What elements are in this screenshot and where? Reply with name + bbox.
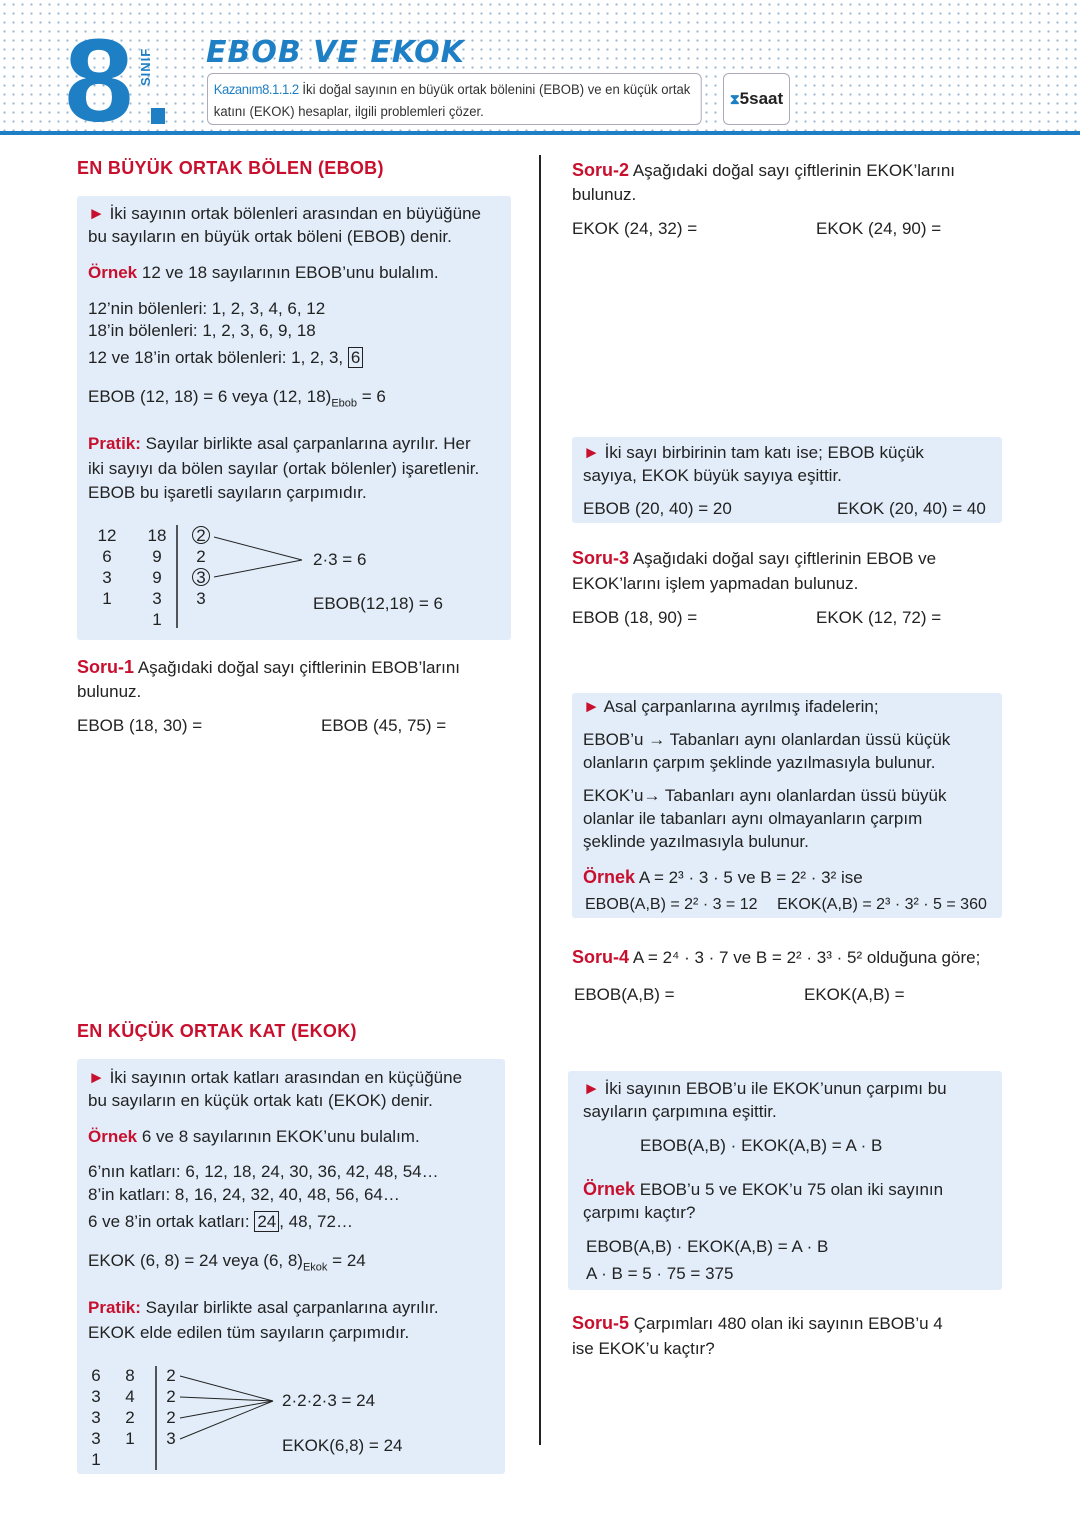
ekok-line-2: 8’in katları: 8, 16, 24, 32, 40, 48, 56, 64…: [88, 1185, 400, 1204]
ekok-answer-box: 24: [254, 1211, 279, 1232]
note-2-ekok-2: olanlar ile tabanları aynı olmayanların çarpım: [583, 809, 923, 828]
ekok-pratik-1: Sayılar birlikte asal çarpanlarına ayrılır.: [145, 1298, 439, 1317]
cell: 1: [152, 610, 162, 629]
cell: 3: [166, 1429, 176, 1448]
soru-4-label: Soru-4: [572, 947, 630, 967]
soru-5-text-2: ise EKOK’u kaçtır?: [572, 1339, 715, 1358]
grade-number: 8: [64, 15, 130, 147]
ekok-line-1: 6’nın katları: 6, 12, 18, 24, 30, 36, 42, 48, 54…: [88, 1162, 439, 1181]
ornek-label: Örnek: [88, 263, 138, 282]
note-1-ekok: EKOK (20, 40) = 40: [837, 499, 986, 518]
ebob-heading: EN BÜYÜK ORTAK BÖLEN (EBOB): [77, 158, 384, 178]
soru-3-label: Soru-3: [572, 548, 630, 568]
ornek-label: Örnek: [583, 867, 636, 887]
note-2-ebob-1: EBOB’u → Tabanları aynı olanlardan üssü küçük: [583, 730, 951, 749]
ekok-product: 2·2·2·3 = 24: [282, 1391, 376, 1410]
ebob-result-2: = 6: [361, 387, 386, 406]
soru-1-q2: EBOB (45, 75) =: [321, 716, 447, 735]
cell: 9: [152, 547, 162, 566]
ebob-sub: Ebob: [331, 397, 358, 410]
grade-label: SINIF: [138, 47, 153, 86]
cell: 3: [152, 589, 162, 608]
soru-1-text: Aşağıdaki doğal sayı çiftlerinin EBOB’larını: [137, 658, 461, 677]
soru-1-text-2: bulunuz.: [77, 682, 142, 701]
ebob-final: EBOB(12,18) = 6: [313, 594, 443, 613]
soru-3-text: Aşağıdaki doğal sayı çiftlerinin EBOB ve: [632, 549, 937, 568]
soru-4-q2: EKOK(A,B) =: [804, 985, 905, 1004]
soru-2-label: Soru-2: [572, 160, 630, 180]
kazanim-code: Kazanım8.1.1.2: [213, 82, 299, 97]
soru-4-q1: EBOB(A,B) =: [574, 985, 675, 1004]
cell: 1: [102, 589, 112, 608]
note-2-ekok-3: şeklinde yazılmasıyla bulunur.: [583, 832, 809, 851]
cell: 8: [125, 1366, 135, 1385]
cell: 1: [91, 1450, 101, 1469]
cell: 4: [125, 1387, 135, 1406]
soru-1-label: Soru-1: [77, 657, 135, 677]
ekok-result-2: = 24: [332, 1251, 366, 1270]
cell: 2: [166, 1387, 176, 1406]
kazanim-text-2: katını (EKOK) hesaplar, ilgili problemleri çözer.: [213, 104, 484, 119]
cell: 3: [91, 1429, 101, 1448]
ebob-pratik-3: EBOB bu işaretli sayıların çarpımıdır.: [88, 483, 367, 502]
ebob-def-1: İki sayının ortak bölenleri arasından en büyüğüne: [109, 204, 481, 223]
note-3-text: İki sayının EBOB’u ile EKOK’unun çarpımı bu: [604, 1079, 947, 1098]
note-1-text: İki sayı birbirinin tam katı ise; EBOB küçük: [604, 443, 924, 462]
cell: 6: [102, 547, 112, 566]
pratik-label: Pratik:: [88, 1298, 141, 1317]
cell: 12: [97, 526, 117, 545]
triangle-icon: ►: [88, 204, 110, 223]
cell: 3: [91, 1408, 101, 1427]
ebob-line-3: 12 ve 18’in ortak bölenleri: 1, 2, 3,: [88, 348, 344, 367]
ekok-line-3: 6 ve 8’in ortak katları:: [88, 1212, 250, 1231]
connector-line: [180, 1401, 273, 1418]
ekok-sub: Ekok: [302, 1261, 328, 1274]
soru-3-q2: EKOK (12, 72) =: [816, 608, 942, 627]
soru-2-text-2: bulunuz.: [572, 185, 637, 204]
triangle-icon: ►: [583, 697, 604, 716]
ebob-line-1: 12’nin bölenleri: 1, 2, 3, 4, 6, 12: [88, 299, 326, 318]
cell: 18: [147, 526, 167, 545]
cell: 3: [196, 589, 206, 608]
hourglass-icon: ⧗: [729, 91, 740, 107]
connector-line: [214, 560, 302, 577]
ebob-pratik-1: Sayılar birlikte asal çarpanlarına ayrılır. Her: [145, 434, 471, 453]
triangle-icon: ►: [583, 1079, 605, 1098]
ekok-def-1: İki sayının ortak katları arasından en küçüğüne: [109, 1068, 463, 1087]
note-2-ekok-1: EKOK’u→ Tabanları aynı olanlardan üssü büyük: [583, 786, 947, 805]
note-3-result-2: A · B = 5 · 75 = 375: [586, 1264, 734, 1283]
cell: 2: [166, 1366, 176, 1385]
soru-5-text: Çarpımları 480 olan iki sayının EBOB’u 4: [633, 1314, 943, 1333]
ebob-def-2: bu sayıların en büyük ortak böleni (EBOB) denir.: [88, 227, 452, 246]
soru-2-q1: EKOK (24, 32) =: [572, 219, 698, 238]
soru-4-text: A = 2⁴ · 3 · 7 ve B = 2² · 3³ · 5² olduğuna göre;: [632, 948, 981, 967]
duration: 5saat: [739, 89, 784, 108]
page-title: EBOB VE EKOK: [206, 35, 465, 70]
ornek-label: Örnek: [88, 1127, 138, 1146]
note-2-ekok-result: EKOK(A,B) = 2³ · 3² · 5 = 360: [777, 896, 987, 913]
cell: 2: [196, 547, 206, 566]
cell: 1: [125, 1429, 135, 1448]
cell: 9: [152, 568, 162, 587]
note-3-result-1: EBOB(A,B) · EKOK(A,B) = A · B: [586, 1237, 829, 1256]
note-3-ornek: EBOB’u 5 ve EKOK’u 75 olan iki sayının: [639, 1180, 944, 1199]
note-2-ebob-result: EBOB(A,B) = 2² · 3 = 12: [585, 896, 758, 913]
soru-2-q2: EKOK (24, 90) =: [816, 219, 942, 238]
ebob-pratik-2: iki sayıyı da bölen sayılar (ortak bölenler) işaretlenir.: [88, 459, 480, 478]
note-1-ebob: EBOB (20, 40) = 20: [583, 499, 732, 518]
note-3-formula: EBOB(A,B) · EKOK(A,B) = A · B: [640, 1136, 883, 1155]
soru-3-text-2: EKOK’larını işlem yapmadan bulunuz.: [572, 574, 859, 593]
ekok-result: EKOK (6, 8) = 24 veya (6, 8): [88, 1251, 303, 1270]
note-3-text-2: sayıların çarpımına eşittir.: [583, 1102, 777, 1121]
connector-line: [214, 537, 302, 560]
note-3-ornek-2: çarpımı kaçtır?: [583, 1203, 696, 1222]
ekok-final: EKOK(6,8) = 24: [282, 1436, 403, 1455]
ebob-answer-box: 6: [348, 347, 363, 368]
soru-3-q1: EBOB (18, 90) =: [572, 608, 698, 627]
kazanim-text: İki doğal sayının en büyük ortak bölenini (EBOB) ve en küçük ortak: [302, 82, 691, 97]
ekok-line-3-rest: , 48, 72…: [279, 1212, 353, 1231]
soru-2-text: Aşağıdaki doğal sayı çiftlerinin EKOK’larını: [632, 161, 956, 180]
triangle-icon: ►: [583, 443, 605, 462]
cell: 6: [91, 1366, 101, 1385]
ekok-pratik-2: EKOK elde edilen tüm sayıların çarpımıdır.: [88, 1323, 410, 1342]
pratik-label: Pratik:: [88, 434, 141, 453]
note-2-ornek: A = 2³ · 3 · 5 ve B = 2² · 3² ise: [638, 868, 863, 887]
circled-cell: 2: [192, 526, 210, 544]
ebob-result: EBOB (12, 18) = 6 veya (12, 18): [88, 387, 332, 406]
ornek-label: Örnek: [583, 1179, 636, 1199]
circled-cell: 3: [192, 568, 210, 586]
ekok-def-2: bu sayıların en küçük ortak katı (EKOK) denir.: [88, 1091, 433, 1110]
ebob-product: 2·3 = 6: [313, 550, 367, 569]
ekok-heading: EN KÜÇÜK ORTAK KAT (EKOK): [77, 1021, 357, 1041]
connector-line: [180, 1401, 273, 1439]
ebob-line-2: 18’in bölenleri: 1, 2, 3, 6, 9, 18: [88, 321, 316, 340]
ebob-ornek: 12 ve 18 sayılarının EBOB’unu bulalım.: [141, 263, 439, 282]
cell: 3: [91, 1387, 101, 1406]
note-2-text: Asal çarpanlarına ayrılmış ifadelerin;: [603, 697, 879, 716]
cell: 2: [125, 1408, 135, 1427]
ekok-ornek: 6 ve 8 sayılarının EKOK’unu bulalım.: [141, 1127, 420, 1146]
cell: 2: [166, 1408, 176, 1427]
note-2-ebob-2: olanların çarpım şeklinde yazılmasıyla bulunur.: [583, 753, 936, 772]
soru-1-q1: EBOB (18, 30) =: [77, 716, 203, 735]
cell: 3: [102, 568, 112, 587]
note-1-text-2: sayıya, EKOK büyük sayıya eşittir.: [583, 466, 842, 485]
soru-5-label: Soru-5: [572, 1313, 630, 1333]
triangle-icon: ►: [88, 1068, 110, 1087]
